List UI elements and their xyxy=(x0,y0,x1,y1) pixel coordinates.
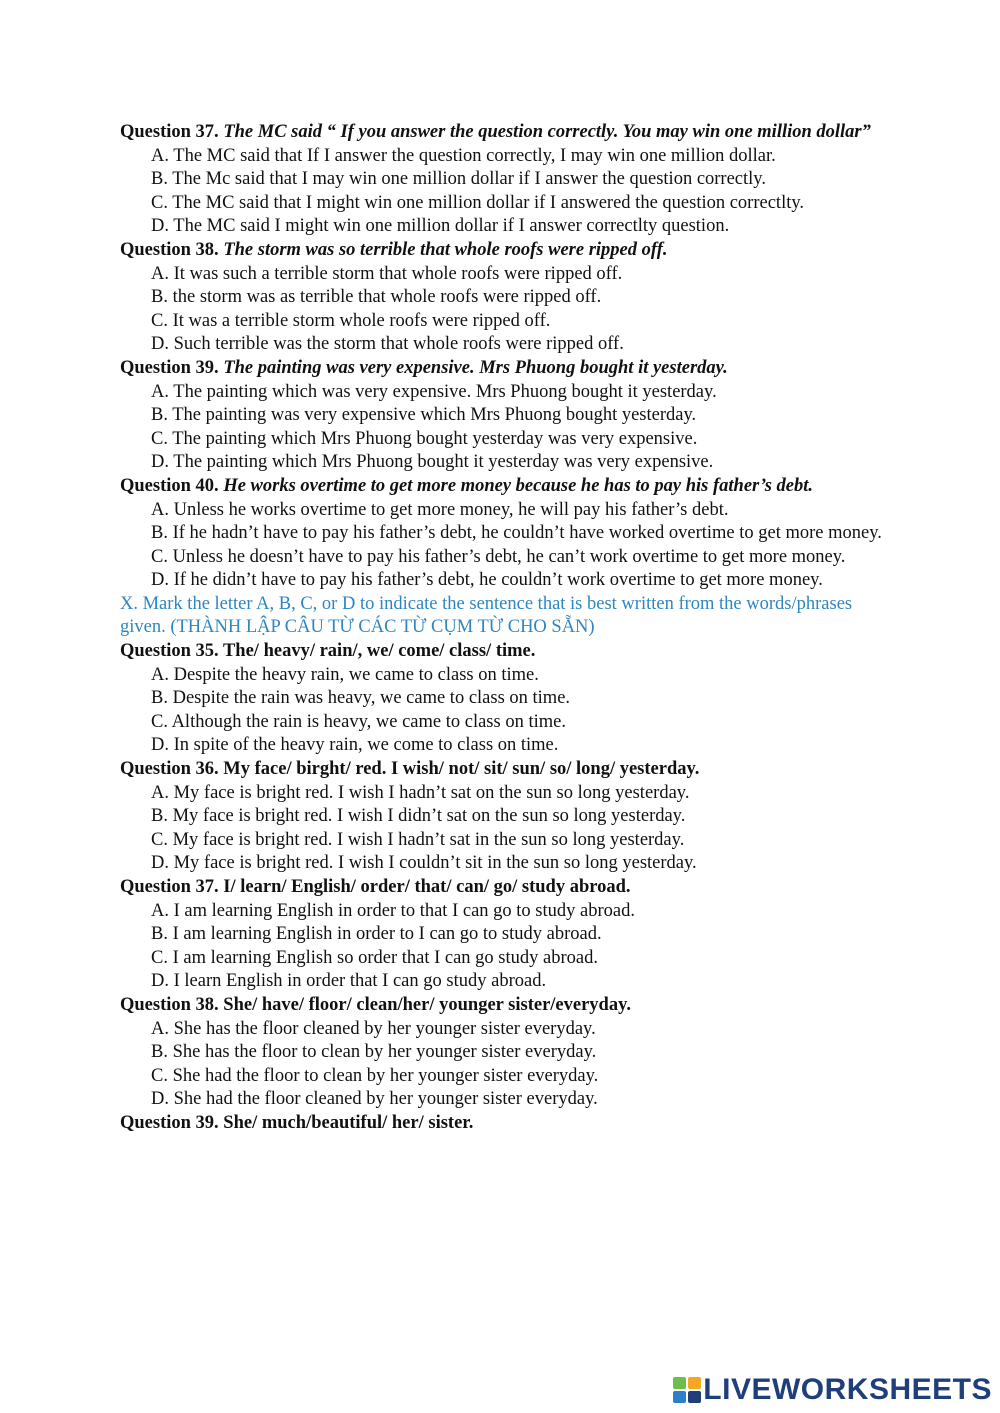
answer-option: B. My face is bright red. I wish I didn’t sat on the sun so long yesterday. xyxy=(151,806,686,827)
question-prompt: The storm was so terrible that whole roofs were ripped off. xyxy=(223,239,668,260)
section-heading: X. Mark the letter A, B, C, or D to indicate the sentence that is best written from the words/phrases given. (THÀNH LẬP CÂU TỪ CÁC TỪ CỤM TỪ CHO SẴN) xyxy=(120,593,853,638)
answer-option: B. She has the floor to clean by her younger sister everyday. xyxy=(151,1042,597,1063)
question-heading xyxy=(120,239,890,263)
brand-name: LIVEWORKSHEETS xyxy=(703,1373,992,1406)
answer-option: C. My face is bright red. I wish I hadn’t sat in the sun so long yesterday. xyxy=(151,829,685,850)
answer-option: B. I am learning English in order to I can go to study abroad. xyxy=(151,924,602,945)
answer-option: D. I learn English in order that I can go study abroad. xyxy=(151,971,547,992)
answer-option: A. The MC said that If I answer the question correctly, I may win one million dollar. xyxy=(151,145,776,166)
question-label: Question 38. xyxy=(120,239,219,260)
answer-option: A. I am learning English in order to that I can go to study abroad. xyxy=(151,900,635,921)
answer-option: D. She had the floor cleaned by her younger sister everyday. xyxy=(151,1089,598,1110)
question-block xyxy=(120,1112,890,1136)
answer-option: D. The painting which Mrs Phuong bought it yesterday was very expensive. xyxy=(151,452,714,473)
answer-option: A. The painting which was very expensive. Mrs Phuong bought it yesterday. xyxy=(151,381,717,402)
answer-option: B. Despite the rain was heavy, we came to class on time. xyxy=(151,688,571,709)
answer-option: B. The painting was very expensive which Mrs Phuong bought yesterday. xyxy=(151,405,697,426)
answer-option: D. The MC said I might win one million dollar if I answer correctlty question. xyxy=(151,216,730,237)
answer-option: B. If he hadn’t have to pay his father’s debt, he couldn’t have worked overtime to get more money. xyxy=(151,523,882,544)
liveworksheets-logo-icon xyxy=(673,1377,701,1403)
answer-option: A. Unless he works overtime to get more money, he will pay his father’s debt. xyxy=(151,499,729,520)
worksheet-page xyxy=(120,121,890,1136)
answer-option: C. I am learning English so order that I can go study abroad. xyxy=(151,947,598,968)
question-heading xyxy=(120,357,890,381)
question-heading: Question 35. The/ heavy/ rain/, we/ come/ class/ time. xyxy=(120,641,536,662)
question-block xyxy=(120,239,890,357)
answer-option: A. Despite the heavy rain, we came to class on time. xyxy=(151,664,539,685)
question-heading: Question 37. I/ learn/ English/ order/ that/ can/ go/ study abroad. xyxy=(120,877,631,897)
answer-option: B. The Mc said that I may win one million dollar if I answer the question correctly. xyxy=(151,169,766,190)
question-block xyxy=(120,876,890,994)
answer-option: C. The painting which Mrs Phuong bought yesterday was very expensive. xyxy=(151,428,698,449)
question-block xyxy=(120,994,890,1112)
question-block xyxy=(120,357,890,475)
answer-option: C. Although the rain is heavy, we came to class on time. xyxy=(151,711,566,732)
question-block xyxy=(120,475,890,593)
answer-option: A. It was such a terrible storm that whole roofs were ripped off. xyxy=(151,263,623,284)
question-block xyxy=(120,640,890,758)
question-label: Question 40. xyxy=(120,475,219,496)
question-prompt: The painting was very expensive. Mrs Phuong bought it yesterday. xyxy=(223,357,728,378)
answer-option: D. If he didn’t have to pay his father’s debt, he couldn’t work overtime to get more money. xyxy=(151,570,823,591)
question-heading: Question 39. She/ much/beautiful/ her/ sister. xyxy=(120,1112,474,1133)
answer-option: C. The MC said that I might win one million dollar if I answered the question correctlty. xyxy=(151,192,805,213)
answer-option: C. It was a terrible storm whole roofs were ripped off. xyxy=(151,310,551,331)
question-prompt: The MC said “ If you answer the question correctly. You may win one million dollar” xyxy=(223,122,871,142)
answer-option: A. She has the floor cleaned by her younger sister everyday. xyxy=(151,1018,596,1039)
question-block xyxy=(120,758,890,876)
answer-option: A. My face is bright red. I wish I hadn’t sat on the sun so long yesterday. xyxy=(151,782,690,803)
answer-option: D. My face is bright red. I wish I couldn’t sit in the sun so long yesterday. xyxy=(151,853,697,874)
question-label: Question 39. xyxy=(120,357,219,378)
answer-option: C. She had the floor to clean by her younger sister everyday. xyxy=(151,1065,599,1086)
question-heading: Question 38. She/ have/ floor/ clean/her/ younger sister/everyday. xyxy=(120,994,631,1015)
answer-option: B. the storm was as terrible that whole roofs were ripped off. xyxy=(151,287,602,308)
answer-option: D. Such terrible was the storm that whole roofs were ripped off. xyxy=(151,334,624,355)
question-label: Question 37. xyxy=(120,122,219,142)
answer-option: D. In spite of the heavy rain, we come to class on time. xyxy=(151,735,559,756)
question-prompt: He works overtime to get more money because he has to pay his father’s debt. xyxy=(223,475,814,496)
question-heading: Question 36. My face/ birght/ red. I wish/ not/ sit/ sun/ so/ long/ yesterday. xyxy=(120,759,700,780)
answer-option: C. Unless he doesn’t have to pay his father’s debt, he can’t work overtime to get more money. xyxy=(151,546,846,567)
question-block xyxy=(120,121,890,239)
question-heading xyxy=(120,121,890,145)
question-heading xyxy=(120,475,890,499)
brand-watermark[interactable] xyxy=(673,1375,992,1405)
